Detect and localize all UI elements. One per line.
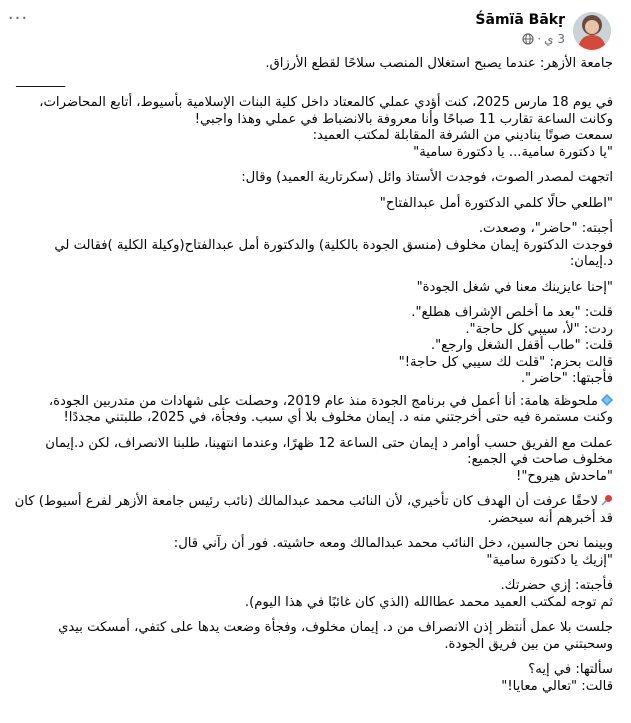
- avatar[interactable]: [573, 12, 611, 50]
- text-line: سألتها: في إيه؟: [528, 662, 613, 677]
- text-line: "يا دكتورة سامية... يا دكتورة سامية": [413, 144, 613, 160]
- text-line: وسحبتني من بين فريق الجودة.: [444, 636, 613, 652]
- globe-icon: [522, 33, 534, 48]
- pin-text: لاحقًا عرفت أن الهدف كان تأخيري، لأن النائب محمد عبدالمالك (نائب رئيس جامعة الأزهر لفرع أسيوط) كان: [14, 494, 598, 509]
- text-line: قلت: "طاب أقفل الشغل وارجع".: [430, 338, 613, 353]
- post-body: [16, 56, 613, 695]
- more-options-icon[interactable]: ···: [7, 8, 29, 29]
- text-line: "إحنا عايزينك معنا في شغل الجودة": [416, 279, 613, 295]
- post-header: [0, 8, 631, 52]
- text-line: اتجهت لمصدر الصوت، فوجدت الأستاذ وائل (سكرتارية العميد) وقال:: [241, 170, 613, 185]
- text-line: وبينما نحن جالسين، دخل النائب محمد عبدالمالك ومعه حاشيته. فور أن رآني قال:: [173, 536, 613, 551]
- text-line: أجبته: "حاضر"، وصعدت.: [478, 221, 613, 236]
- text-line: "إزيك يا دكتورة سامية": [486, 552, 613, 568]
- pushpin-icon: [601, 494, 613, 506]
- text-line: قلت: "بعد ما أخلص الإشراف هطلع".: [411, 305, 613, 320]
- text-line: فوجدت الدكتورة إيمان مخلوف (منسق الجودة بالكلية) والدكتورة أمل عبدالفتاح(وكيلة الكلية )فقالت لي: [54, 237, 613, 253]
- separator-line: ________: [16, 72, 65, 88]
- post-title: جامعة الأزهر: عندما يصبح استغلال المنصب سلاحًا لقطع الأرزاق.: [265, 56, 613, 71]
- text-line: سمعت صوتًا يناديني من الشرفة المقابلة لمكتب العميد:: [312, 128, 613, 143]
- text-line: قد أخبرهم أنه سيحضر.: [487, 510, 613, 526]
- text-line: فأجبتها: "حاضر".: [520, 371, 613, 386]
- pin-line: [16, 494, 613, 511]
- text-line: قالت بحزم: "قلت لك سيبي كل حاجة!": [398, 354, 613, 370]
- text-line: عملت مع الفريق حسب أوامر د إيمان حتى الساعة 12 ظهرًا، وعندما انتهينا، طلبنا الانصراف، لكن د.إيمان: [45, 435, 613, 451]
- text-line: جلست بلا عمل أنتظر إذن الانصراف من د. إيمان مخلوف، وفجأة وضعت يدها على كتفي، أمسكت بيدي: [58, 620, 613, 635]
- text-line: "اطلعي حالًا كلمي الدكتورة أمل عبدالفتاح": [379, 195, 613, 211]
- text-line: "ماحدش هيروح"!: [516, 468, 613, 484]
- text-line: في يوم 18 مارس 2025، كنت أؤدي عملي كالمعتاد داخل كلية البنات الإسلامية بأسيوط، أتابع المحاضرات،: [39, 95, 613, 110]
- meta-separator: ·: [537, 32, 542, 46]
- author-name[interactable]: Śāmïā Bākṛ: [475, 12, 565, 28]
- note-line: [16, 394, 613, 411]
- diamond-icon: [601, 394, 613, 406]
- text-line: فأجبته: إزي حضرتك.: [500, 578, 613, 593]
- text-line: مخلوف صاحت في الجميع:: [467, 452, 613, 467]
- post-meta: [522, 32, 565, 48]
- post-time[interactable]: 3 ي: [544, 32, 565, 46]
- avatar-photo: [573, 12, 611, 50]
- text-line: د.إيمان:: [569, 254, 613, 269]
- note-text: ملحوظة هامة: أنا أعمل في برنامج الجودة منذ عام 2019، وحصلت على شهادات من متدربين الجودة،: [48, 393, 598, 409]
- text-line: وكنت مستمرة فيه حتى أخرجتني منه د. إيمان مخلوف بلا أي سبب. وفجأة، في 2025، طلبتني مجددًا!: [63, 410, 613, 425]
- text-line: ردت: "لأ، سيبي كل حاجة".: [465, 321, 613, 337]
- text-line: وكانت الساعة تقارب 11 صباحًا وأنا معروفة بالانضباط في عملي وهذا واجبي!: [194, 111, 613, 127]
- text-line: ثم توجه لمكتب العميد محمد عطاالله (الذي كان غائبًا في هذا اليوم).: [244, 594, 613, 610]
- text-line: قالت: "تعالي معايا!": [501, 678, 613, 694]
